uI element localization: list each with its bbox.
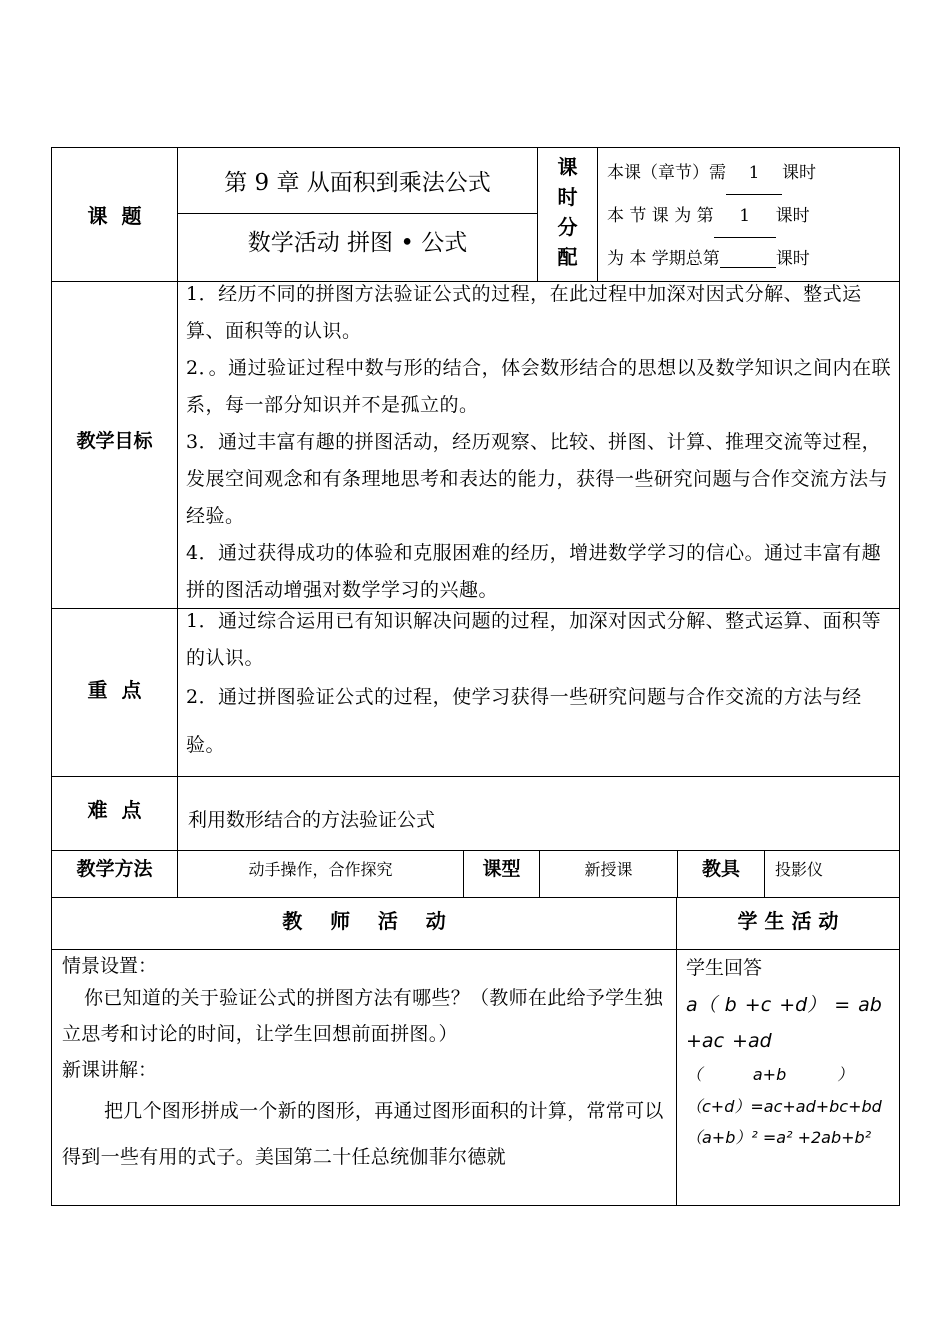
formula-binomial-product: （ a+b ）（c+d）=ac+ad+bc+bd: [686, 1065, 882, 1116]
schedule-info: [607, 152, 897, 280]
schedule-text: 课时: [775, 249, 810, 269]
schedule-text: 本 节 课 为 第: [607, 206, 714, 226]
tool-value: 投影仪: [775, 860, 824, 879]
student-activity: [686, 953, 894, 1153]
row-divider-difficulty: [51, 850, 900, 851]
difficulty-text: 利用数形结合的方法验证公式: [188, 809, 436, 831]
goals-label: 教学目标: [76, 430, 153, 452]
activity-title: 数学活动 拼图 • 公式: [247, 230, 468, 256]
title-sub-divider: [178, 213, 537, 214]
chapter-title: 第 9 章 从面积到乘法公式: [224, 170, 491, 196]
schedule-value-lesson: 1: [714, 195, 776, 238]
teacher-activity-header: 教 师 活 动: [282, 909, 446, 933]
keypoint-item: 2．通过拼图验证公式的过程，使学习获得一些研究问题与合作交流的方法与经验。: [186, 686, 862, 756]
schedule-label-char: 时: [557, 185, 578, 209]
scene-text: 你已知道的关于验证公式的拼图方法有哪些？（教师在此给予学生独立思考和讨论的时间，让学生回想前面拼图。）: [62, 987, 664, 1045]
goal-item: 1．经历不同的拼图方法验证公式的过程，在此过程中加深对因式分解、整式运算、面积等的认识。: [186, 283, 862, 342]
formula-square: （a+b）² =a² +2ab+b²: [686, 1128, 872, 1147]
type-value: 新授课: [584, 860, 633, 879]
teacher-activity: [62, 952, 668, 1180]
schedule-text: 课时: [775, 206, 810, 226]
schedule-text: 课时: [782, 163, 816, 183]
student-activity-header: 学 生 活 动: [737, 909, 839, 933]
schedule-line-lesson: [607, 195, 897, 238]
formula-distributive: a（ b +c +d） = ab +ac +ad: [686, 994, 882, 1052]
schedule-label-char: 配: [557, 245, 578, 269]
answer-title: 学生回答: [686, 957, 763, 979]
keypoints-label: 重 点: [87, 678, 142, 702]
method-divider-4: [764, 850, 765, 898]
new-lesson-title: 新课讲解：: [62, 1059, 158, 1081]
keypoint-item: 1．通过综合运用已有知识解决问题的过程，加深对因式分解、整式运算、面积等的认识。: [186, 610, 882, 669]
method-value: 动手操作，合作探究: [248, 860, 393, 879]
schedule-line-chapter: [607, 152, 897, 195]
schedule-value-term: [720, 247, 776, 268]
difficulty-label: 难 点: [87, 798, 142, 822]
method-label: 教学方法: [76, 858, 153, 880]
goal-item: 3．通过丰富有趣的拼图活动，经历观察、比较、拼图、计算、推理交流等过程，发展空间观念和有条理地思考和表达的能力，获得一些研究问题与合作交流方法与经验。: [186, 431, 889, 527]
row-divider-method: [51, 897, 900, 898]
table-border-right: [899, 147, 900, 1206]
new-lesson-text: 把几个图形拼成一个新的图形，再通过图形面积的计算，常常可以得到一些有用的式子。美国第二十任总统伽菲尔德就: [62, 1100, 664, 1168]
table-border-top: [51, 147, 900, 148]
type-label: 课型: [482, 858, 521, 880]
tool-label: 教具: [701, 858, 740, 880]
row-divider-activity-header: [51, 949, 900, 950]
row-divider-keypoints: [51, 776, 900, 777]
activity-column-divider: [676, 897, 677, 1206]
table-border-bottom: [51, 1205, 900, 1206]
schedule-text: 为 本 学期总第: [607, 249, 720, 269]
schedule-label-char: 课: [557, 155, 578, 179]
goal-item: 4．通过获得成功的体验和克服困难的经历，增进数学学习的信心。通过丰富有趣拼的图活动增强对数学学习的兴趣。: [186, 542, 882, 601]
goals-content: [186, 276, 892, 609]
schedule-text: 本课（章节）需: [607, 163, 726, 183]
schedule-line-term: [607, 238, 897, 280]
schedule-value-chapter: 1: [726, 152, 782, 195]
schedule-label-char: 分: [557, 215, 578, 239]
schedule-divider-right: [597, 147, 598, 282]
label-column-divider: [177, 147, 178, 898]
goal-item: 2．。通过验证过程中数与形的结合，体会数形结合的思想以及数学知识之间内在联系，每一部分知识并不是孤立的。: [186, 357, 892, 416]
schedule-label: [538, 152, 597, 272]
keypoints-content: [186, 603, 892, 769]
topic-label: 课 题: [87, 204, 142, 228]
scene-title: 情景设置：: [62, 955, 158, 977]
